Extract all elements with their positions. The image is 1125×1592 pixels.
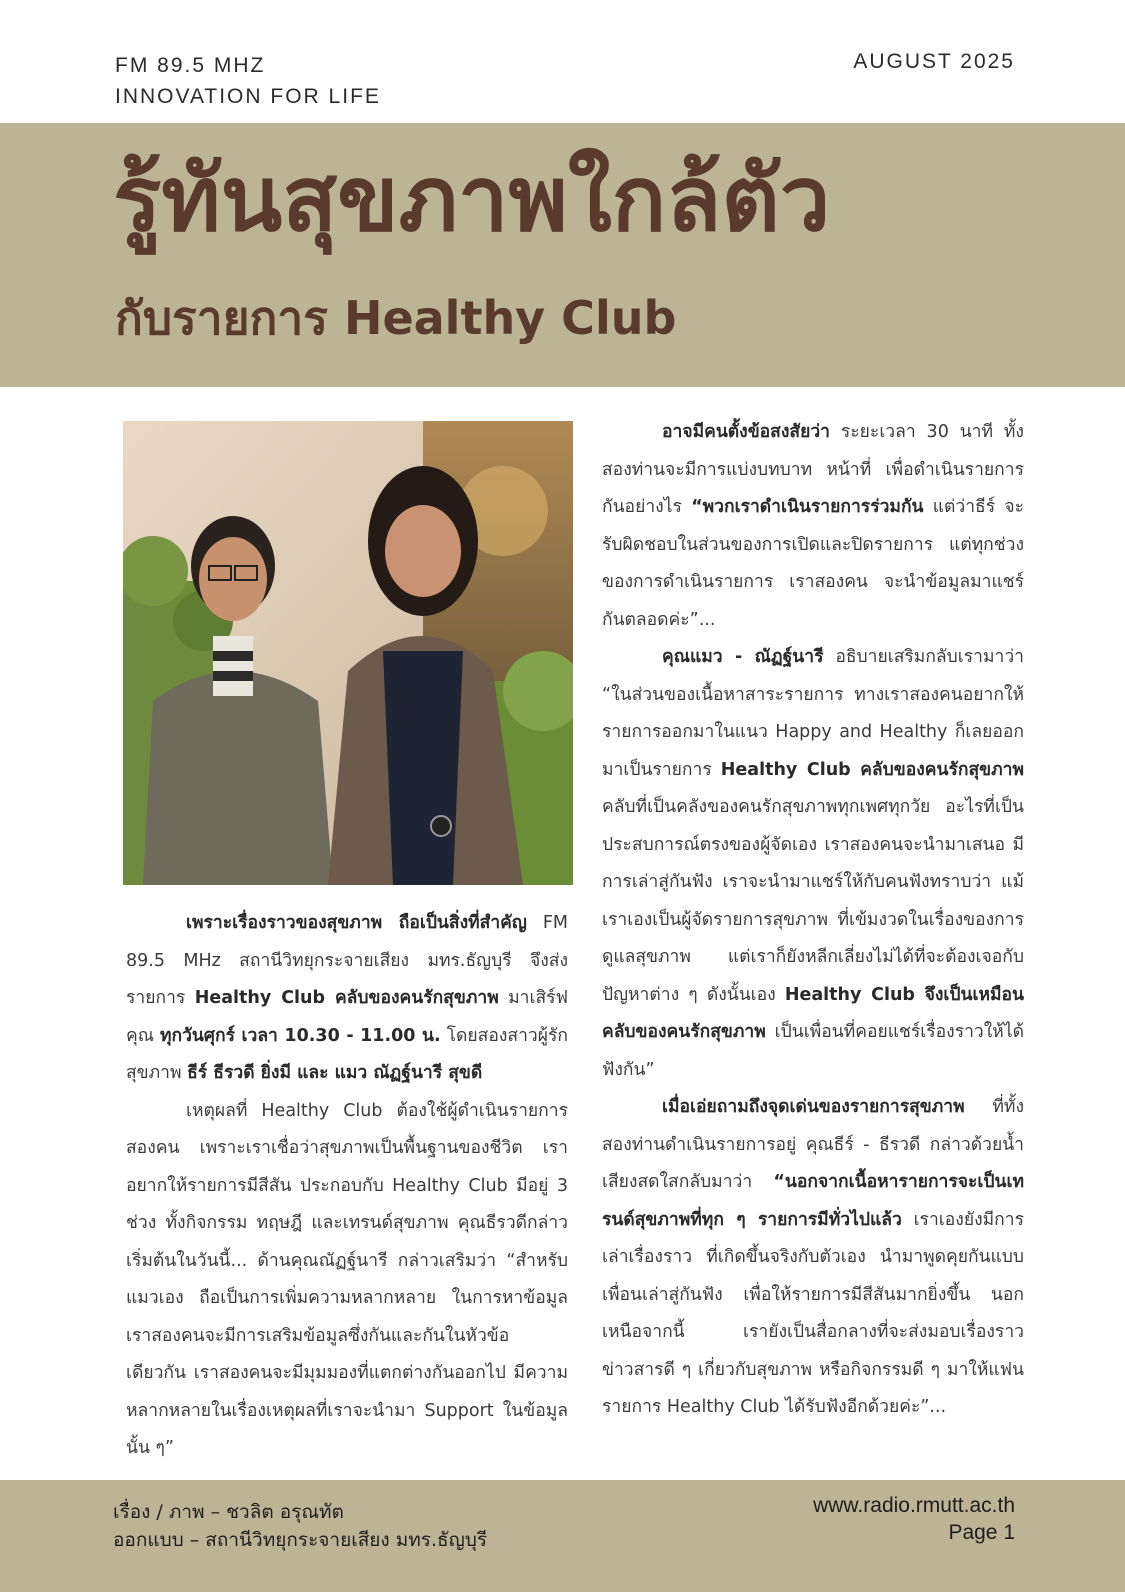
credit-design: ออกแบบ – สถานีวิทยุกระจายเสียง มทร.ธัญบุรี	[113, 1529, 488, 1551]
station-tagline: INNOVATION FOR LIFE	[115, 85, 381, 108]
page-subtitle: กับรายการ Healthy Club	[115, 291, 677, 345]
paragraph-reason: เหตุผลที่ Healthy Club ต้องใช้ผู้ดำเนินรายการสองคน เพราะเราเชื่อว่าสุขภาพเป็นพื้นฐานของชีวิต เราอยากให้รายการมีสีสัน ประกอบกับ Healthy Club มีอยู่ 3 ช่วง ทั้งกิจกรรม ทฤษฎี และเทรนด์สุขภาพ คุณธีรวดีกล่าวเริ่มต้นในวันนี้... ด้านคุณณัฏฐ์นารี กล่าวเสริมว่า “สำหรับแมวเอง ถือเป็นการเพิ่มความหลากหลาย ในการหาข้อมูล เราสองคนจะมีการเสริมข้อมูลซึ่งกันและกันในหัวข้อเดียวกัน เราสองคนจะมีมุมมองที่แตกต่างกันออกไป มีความหลากหลายในเรื่องเหตุผลที่เราจะนำมา Support ในข้อมูลนั้น ๆ”	[126, 1100, 568, 1458]
page-number: Page 1	[948, 1521, 1015, 1544]
article-left-column	[126, 905, 568, 1468]
intro-lead: เพราะเรื่องราวของสุขภาพ ถือเป็นสิ่งที่สำคัญ	[186, 913, 527, 933]
paragraph-highlight: เมื่อเอ่ยถามถึงจุดเด่นของรายการสุขภาพ ที่ทั้งสองท่านดำเนินรายการอยู่ คุณธีร์ - ธีรวดี กล่าวด้วยน้ำเสียงสดใสกลับมาว่า “นอกจากเนื้อหารายการจะเป็นเทรนด์สุขภาพที่ทุก ๆ รายการมีทั่วไปแล้ว เราเองยังมีการเล่าเรื่องราว ที่เกิดขึ้นจริงกับตัวเอง นำมาพูดคุยกันแบบเพื่อนเล่าสู่กันฟัง เพื่อให้รายการมีสีสันมากยิ่งขึ้น นอกเหนือจากนี้ เรายังเป็นสื่อกลางที่จะส่งมอบเรื่องราว ข่าวสารดี ๆ เกี่ยวกับสุขภาพ หรือกิจกรรมดี ๆ มาให้แฟนรายการ Healthy Club ได้รับฟังอีกด้วยค่ะ”...	[602, 1097, 1024, 1417]
title-banner	[0, 123, 1125, 387]
paragraph-roles: อาจมีคนตั้งข้อสงสัยว่า ระยะเวลา 30 นาที ทั้งสองท่านจะมีการแบ่งบทบาท หน้าที่ เพื่อดำเนินรายการ กันอย่างไร “พวกเราดำเนินรายการร่วมกัน แต่ว่าธีร์ จะรับผิดชอบในส่วนของการเปิดและปิดรายการ แต่ทุกช่วงของการดำเนินรายการ เราสองคน จะนำข้อมูลมาแชร์ กันตลอดค่ะ”...	[602, 422, 1024, 630]
article-right-column	[602, 414, 1024, 1427]
page-footer	[0, 1480, 1125, 1592]
station-frequency: FM 89.5 MHZ	[115, 54, 266, 77]
paragraph-intro: เพราะเรื่องราวของสุขภาพ ถือเป็นสิ่งที่สำคัญ FM 89.5 MHz สถานีวิทยุกระจายเสียง มทร.ธัญบุรี จึงส่งรายการ Healthy Club คลับของคนรักสุขภาพ มาเสิร์ฟคุณ ทุกวันศุกร์ เวลา 10.30 - 11.00 น. โดยสองสาวผู้รักสุขภาพ ธีร์ ธีรวดี ยิ่งมี และ แมว ณัฏฐ์นารี สุขดี	[126, 913, 568, 1083]
page-title: รู้ทันสุขภาพใกล้ตัว	[113, 147, 831, 252]
credit-story-photo: เรื่อง / ภาพ – ชวลิต อรุณทัต	[113, 1501, 344, 1523]
footer-meta	[813, 1492, 1015, 1546]
paragraph-content: คุณแมว - ณัฏฐ์นารี อธิบายเสริมกลับเรามาว่า “ในส่วนของเนื้อหาสาระรายการ ทางเราสองคนอยากให้รายการออกมาในแนว Happy and Healthy ก็เลยออกมาเป็นรายการ Healthy Club คลับของคนรักสุขภาพ คลับที่เป็นคลังของคนรักสุขภาพทุกเพศทุกวัย อะไรที่เป็นประสบการณ์ตรงของผู้จัดเอง เราสองคนจะนำมาเสนอ มีการเล่าสู่กันฟัง เราจะนำมาแชร์ให้กับคนฟังทราบว่า แม้เราเองเป็นผู้จัดรายการสุขภาพ ที่เข้มงวดในเรื่องของการดูแลสุขภาพ แต่เราก็ยังหลีกเลี่ยงไม่ได้ที่จะต้องเจอกับปัญหาต่าง ๆ ดังนั้นเอง Healthy Club จึงเป็นเหมือน คลับของคนรักสุขภาพ เป็นเพื่อนที่คอยแชร์เรื่องราวให้ได้ฟังกัน”	[602, 647, 1024, 1080]
footer-credits	[113, 1498, 487, 1554]
website-link[interactable]: www.radio.rmutt.ac.th	[813, 1494, 1015, 1517]
issue-date: AUGUST 2025	[853, 50, 1015, 73]
masthead-left	[115, 50, 381, 112]
photo-two-women-hosts-icon	[123, 421, 573, 885]
hosts-photo	[123, 421, 573, 885]
